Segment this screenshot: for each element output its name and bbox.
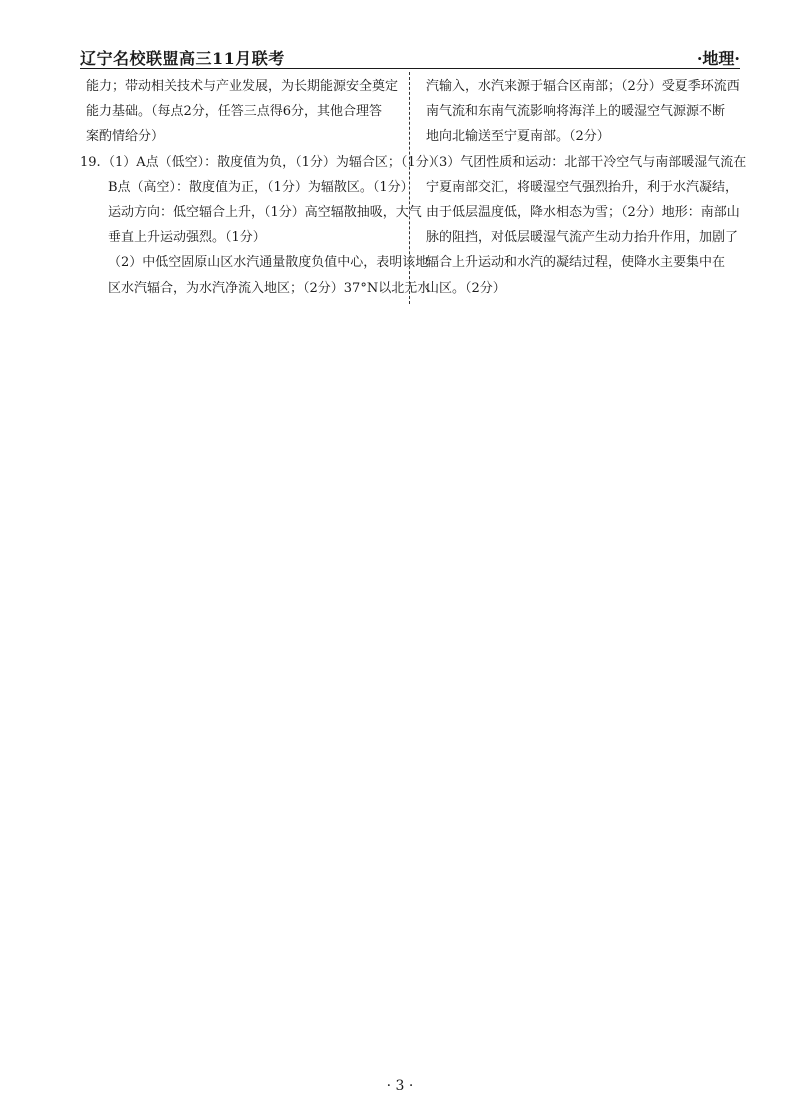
text-line: 能力基础。（每点2分，任答三点得6分，其他合理答 xyxy=(86,104,383,120)
left-column xyxy=(80,74,442,301)
text-line: 南气流和东南气流影响将海洋上的暖湿空气源源不断 xyxy=(426,104,726,120)
text-line: （2）中低空固原山区水汽通量散度负值中心，表明该地 xyxy=(108,255,429,271)
text-line: 辐合上升运动和水汽的凝结过程，使降水主要集中在 xyxy=(426,255,726,271)
text-line: 山区。（2分） xyxy=(426,280,506,296)
text-line: 宁夏南部交汇，将暖湿空气强烈抬升，利于水汽凝结， xyxy=(426,179,739,195)
subject-label: ·地理· xyxy=(696,49,740,68)
text-line: 运动方向：低空辐合上升，（1分）高空辐散抽吸，大气 xyxy=(108,204,422,220)
text-line: 汽输入，水汽来源于辐合区南部；（2分）受夏季环流西 xyxy=(426,79,740,94)
text-line: 脉的阻挡，对低层暖湿气流产生动力抬升作用，加剧了 xyxy=(426,230,739,246)
page-number: · 3 · xyxy=(386,1078,414,1094)
text-line: （1）A点（低空）：散度值为负，（1分）为辐合区；（1分） xyxy=(102,154,442,170)
right-column xyxy=(426,74,747,301)
exam-title: 辽宁名校联盟高三11月联考 xyxy=(80,49,285,68)
header-rule xyxy=(80,68,740,69)
text-line: 区水汽辐合，为水汽净流入地区；（2分）37°N以北无水 xyxy=(108,280,431,296)
text-line: （3）气团性质和运动：北部干冷空气与南部暖湿气流在 xyxy=(426,154,747,170)
question-number: 19. xyxy=(80,154,101,170)
text-line: 垂直上升运动强烈。（1分） xyxy=(108,230,266,246)
question-19-line xyxy=(80,150,442,175)
text-line: 由于低层温度低，降水相态为雪；（2分）地形：南部山 xyxy=(426,204,740,220)
text-line: B点（高空）：散度值为正，（1分）为辐散区。（1分） xyxy=(108,179,414,195)
text-line: 案酌情给分） xyxy=(86,129,165,145)
text-line: 地向北输送至宁夏南部。（2分） xyxy=(426,129,610,145)
page-header xyxy=(80,44,740,70)
column-divider xyxy=(409,72,410,304)
text-line: 能力；带动相关技术与产业发展，为长期能源安全奠定 xyxy=(86,79,399,94)
